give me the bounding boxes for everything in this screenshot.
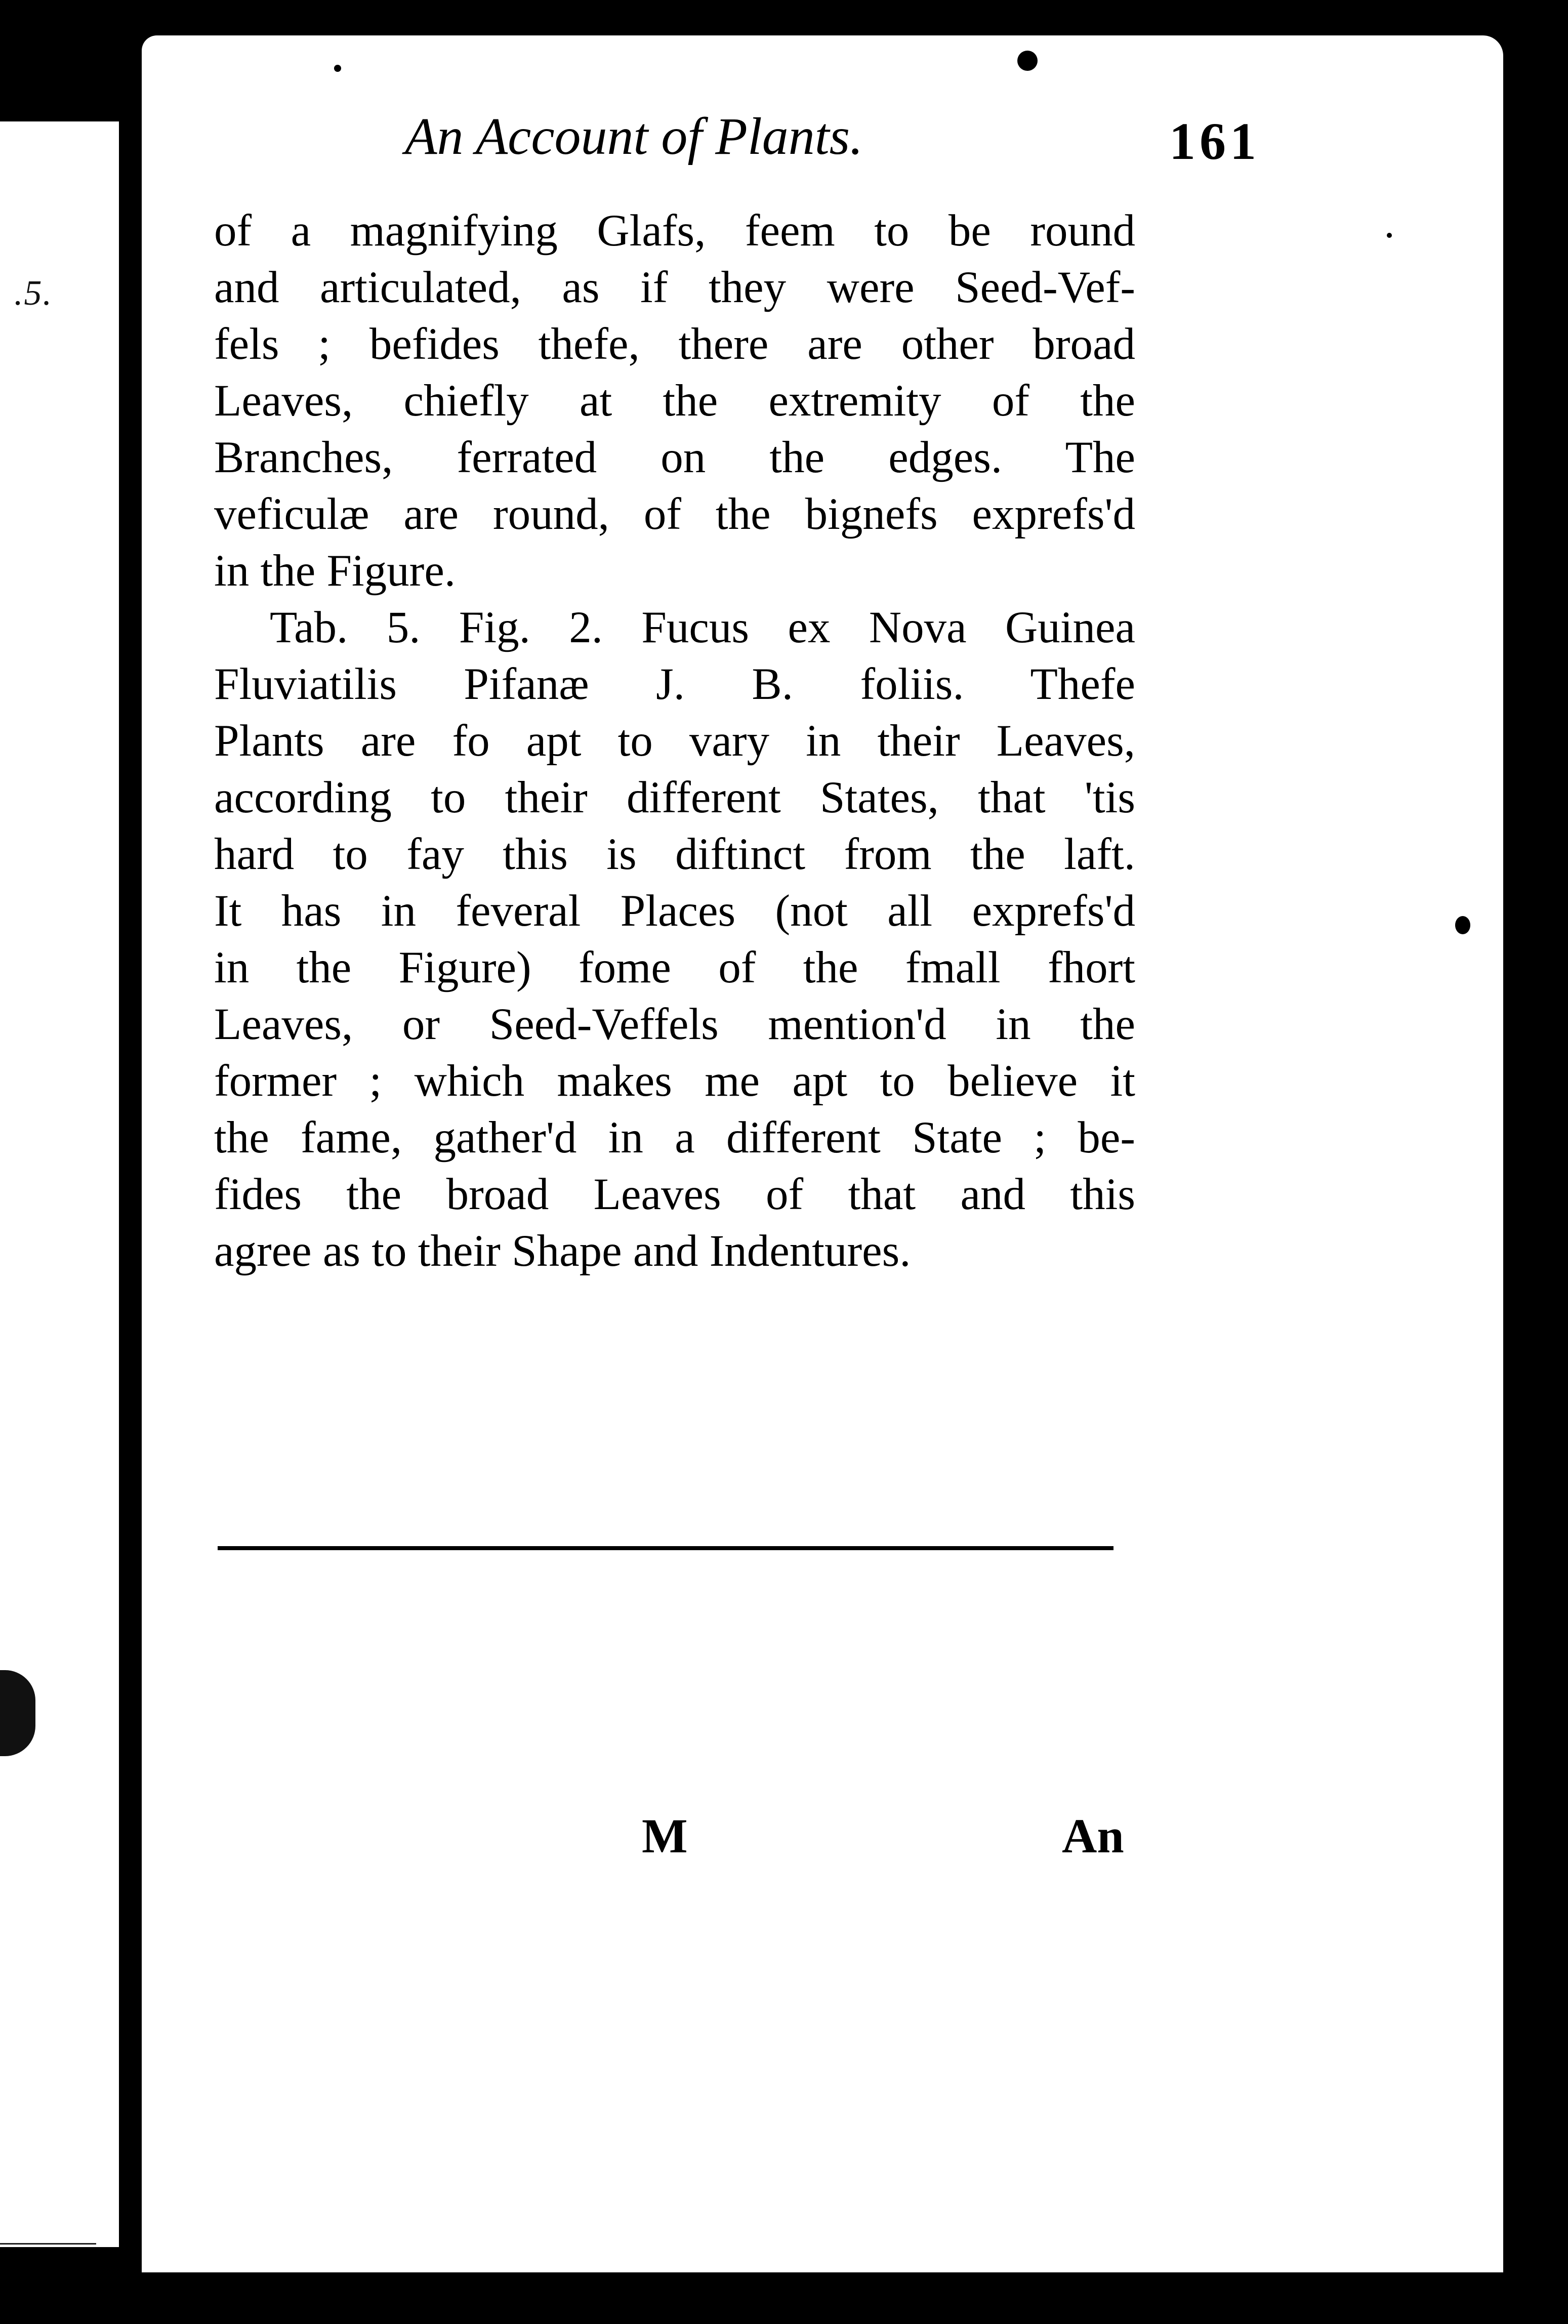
previous-page-edge xyxy=(0,121,119,2247)
ink-speck xyxy=(1017,51,1038,71)
ink-speck xyxy=(334,65,341,72)
text-line: according to their different States, that 'tis xyxy=(214,773,1135,822)
text-line: Leaves, or Seed-Veffels mention'd in the xyxy=(214,1000,1135,1049)
body-text xyxy=(214,202,1135,1279)
previous-page-ornament-fragment xyxy=(0,1670,35,1756)
previous-page-rule xyxy=(0,2243,96,2245)
page-number: 161 xyxy=(1169,112,1260,171)
text-line: in the Figure) fome of the fmall fhort xyxy=(214,943,1135,992)
text-line: Branches, ferrated on the edges. The xyxy=(214,433,1135,482)
text-line: veficulæ are round, of the bignefs exprefs'd xyxy=(214,489,1135,539)
running-head: An Account of Plants. xyxy=(405,107,863,165)
text-line: hard to fay this is diftinct from the laft. xyxy=(214,829,1135,879)
text-line: fides the broad Leaves of that and this xyxy=(214,1170,1135,1219)
text-line: of a magnifying Glafs, feem to be round xyxy=(214,206,1135,256)
end-rule xyxy=(218,1546,1113,1550)
text-line: Tab. 5. Fig. 2. Fucus ex Nova Guinea xyxy=(270,603,1135,652)
text-line: former ; which makes me apt to believe it xyxy=(214,1056,1135,1106)
ink-speck xyxy=(1387,233,1392,238)
text-line: agree as to their Shape and Indentures. xyxy=(214,1226,911,1276)
signature-mark: M xyxy=(642,1809,688,1863)
previous-page-folio-fragment: .5. xyxy=(14,274,53,313)
text-line: fels ; befides thefe, there are other broad xyxy=(214,319,1135,369)
text-line: It has in feveral Places (not all exprefs'd xyxy=(214,886,1135,936)
catchword: An xyxy=(1062,1809,1124,1863)
book-gutter xyxy=(119,35,142,2324)
text-line: in the Figure. xyxy=(214,546,456,596)
text-line: Plants are fo apt to vary in their Leaves, xyxy=(214,716,1135,766)
text-line: Leaves, chiefly at the extremity of the xyxy=(214,376,1135,426)
text-line: Fluviatilis Pifanæ J. B. foliis. Thefe xyxy=(214,659,1135,709)
text-line: and articulated, as if they were Seed-Vef- xyxy=(214,263,1135,312)
text-line: the fame, gather'd in a different State ; be- xyxy=(214,1113,1135,1163)
page-edge-right xyxy=(1503,66,1568,2324)
ink-speck xyxy=(1455,916,1470,934)
